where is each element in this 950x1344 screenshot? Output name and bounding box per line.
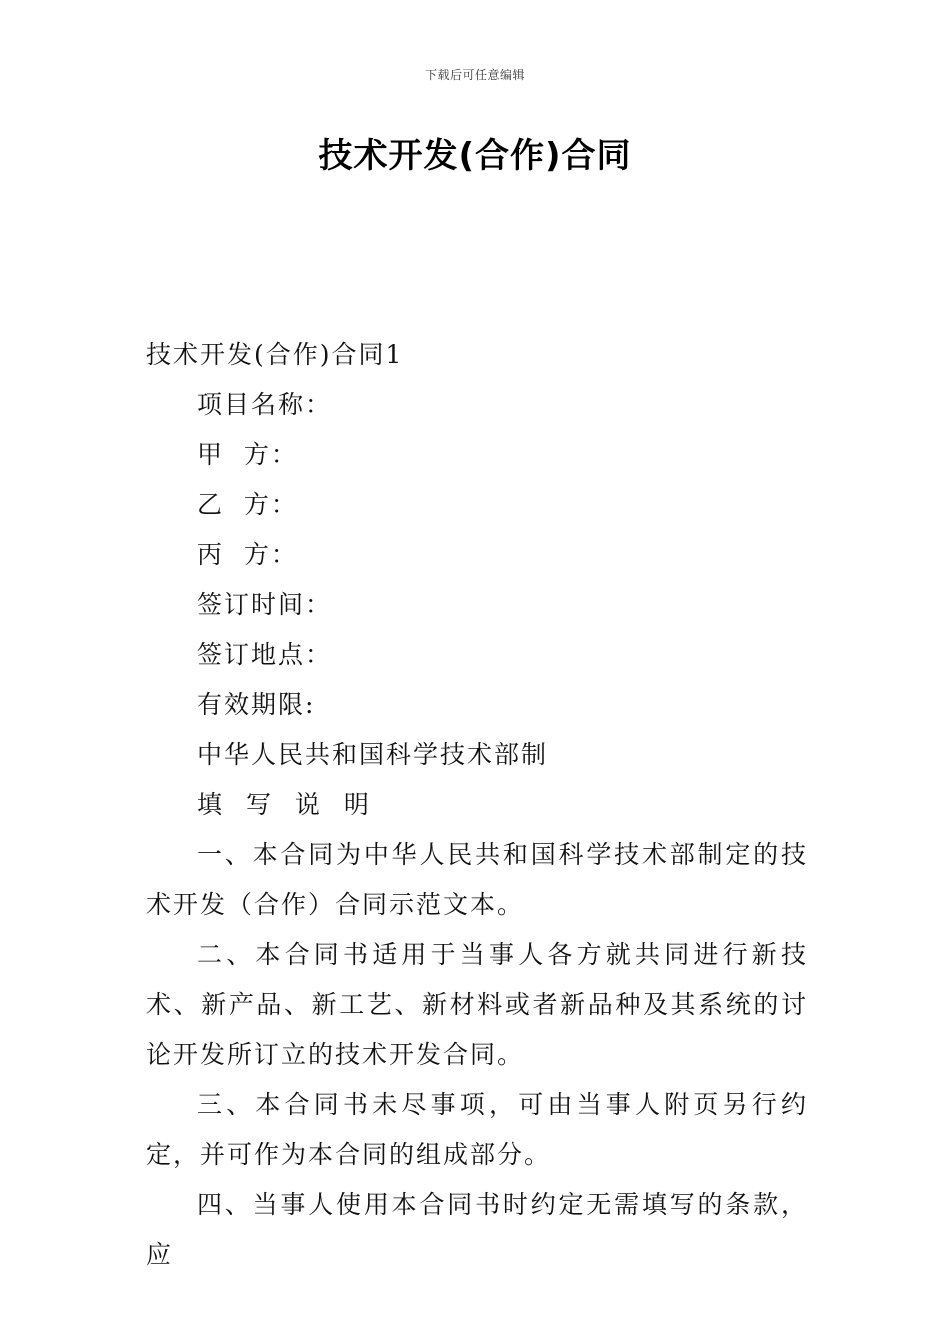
section-heading: 技术开发(合作)合同1	[146, 340, 404, 369]
issuer-line: 中华人民共和国科学技术部制	[197, 740, 549, 769]
instruction-paragraph-4: 四、当事人使用本合同书时约定无需填写的条款，应	[146, 1190, 808, 1269]
instruction-paragraph-3: 三、本合同书未尽事项，可由当事人附页另行约定，并可作为本合同的组成部分。	[146, 1090, 808, 1169]
header-note: 下载后可任意编辑	[424, 68, 525, 82]
instructions-heading: 填 写 说 明	[197, 790, 371, 819]
field-signing-time: 签订时间：	[197, 590, 333, 619]
field-party-b: 乙 方：	[197, 490, 298, 519]
document-title: 技术开发(合作)合同	[318, 136, 632, 176]
instruction-paragraph-1: 一、本合同为中华人民共和国科学技术部制定的技术开发（合作）合同示范文本。	[146, 840, 808, 919]
field-party-a: 甲 方：	[197, 440, 298, 469]
instruction-paragraph-2: 二、本合同书适用于当事人各方就共同进行新技术、新产品、新工艺、新材料或者新品种及其系统的讨论开发所订立的技术开发合同。	[146, 940, 808, 1069]
field-validity-period: 有效期限:	[197, 690, 316, 719]
field-project-name: 项目名称：	[197, 390, 333, 419]
field-party-c: 丙 方：	[197, 540, 298, 569]
document-body	[146, 330, 808, 1280]
field-signing-place: 签订地点：	[197, 640, 333, 669]
